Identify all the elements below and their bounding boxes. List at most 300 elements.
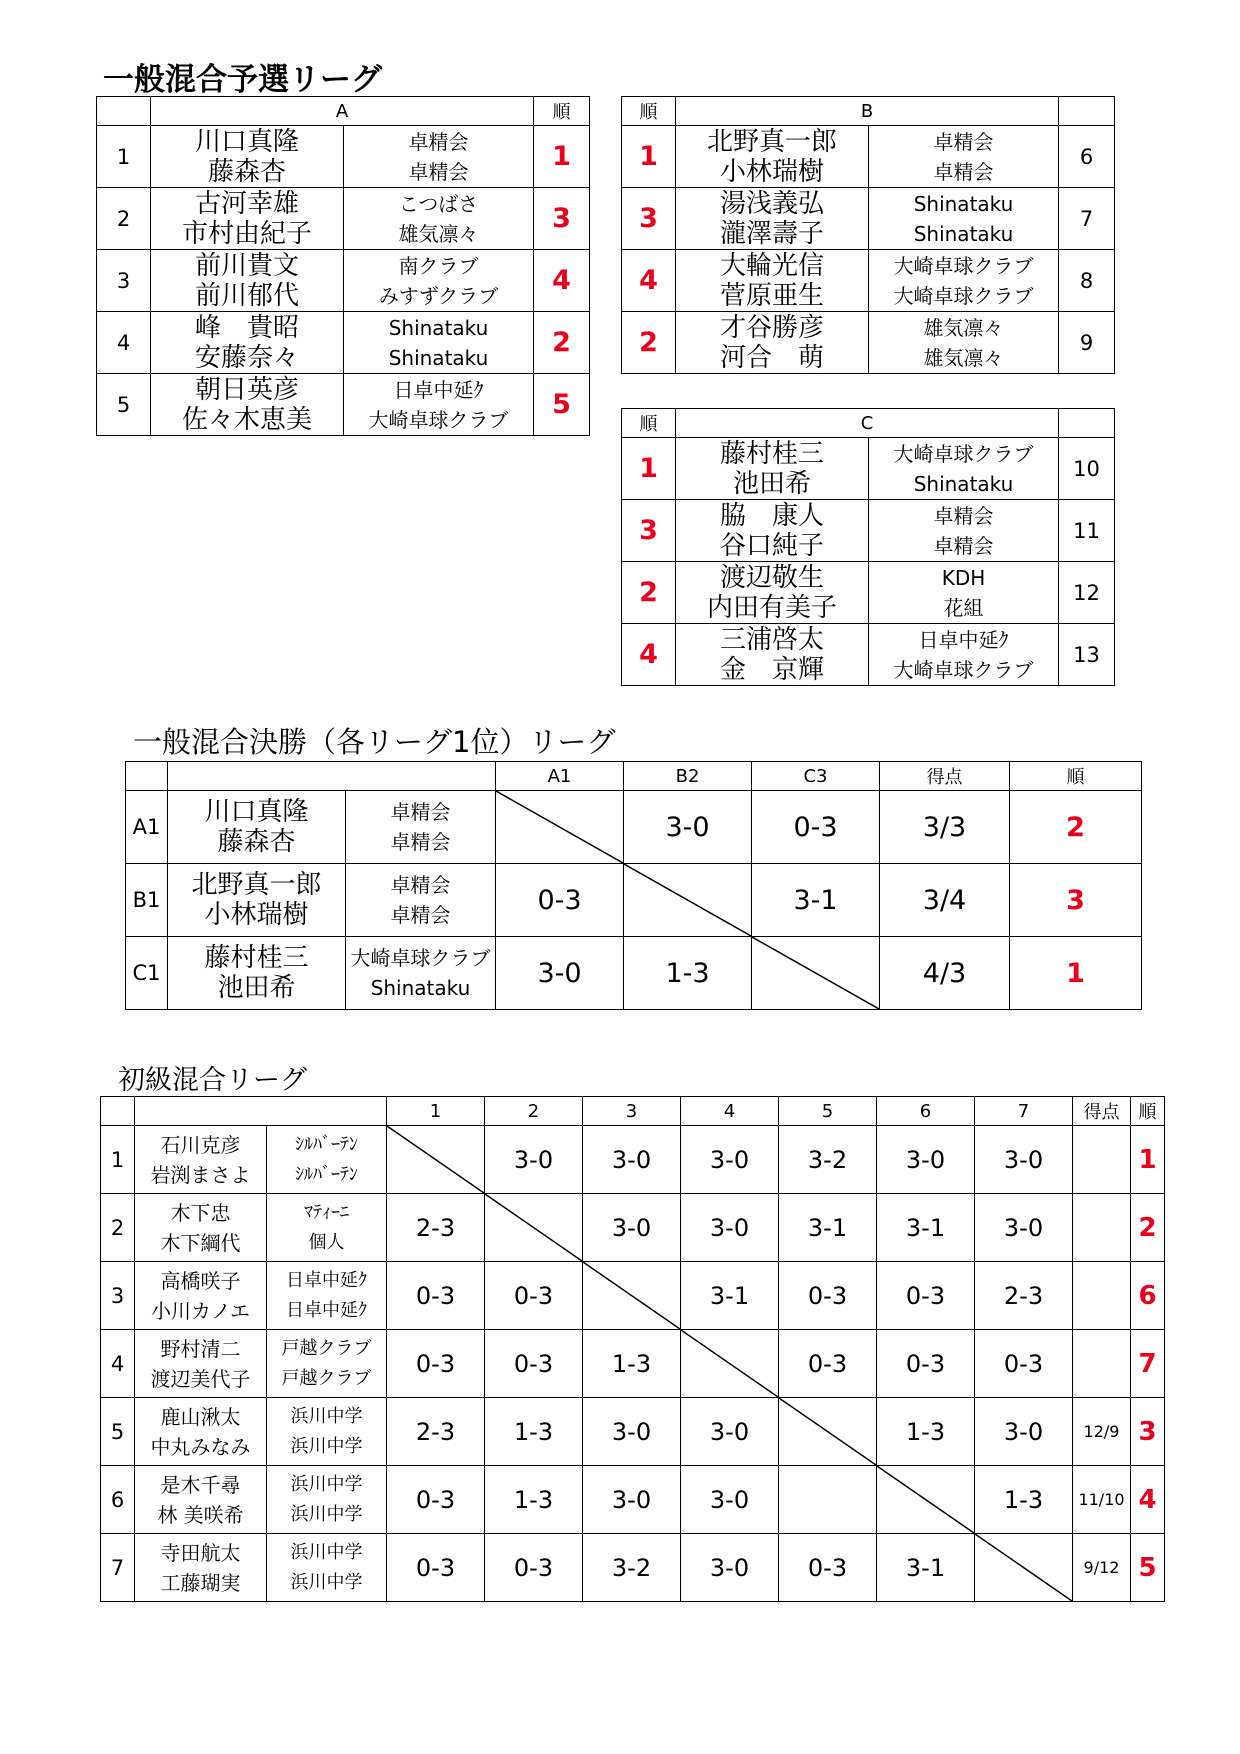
final-header-row [126, 762, 1142, 791]
player-names [676, 562, 869, 624]
league-a-table [96, 96, 590, 436]
match-score: 3-2 [583, 1534, 681, 1602]
diagonal-line [624, 864, 751, 936]
player-names-line1: 藤村桂三 [204, 943, 309, 973]
club-names-line2: 個人 [308, 1231, 345, 1253]
beginner-col-header: 得点 [1073, 1097, 1131, 1126]
player-names [151, 312, 344, 374]
match-score: 0-3 [779, 1534, 877, 1602]
match-score: 1-3 [877, 1398, 975, 1466]
player-names-line1: 才谷勝彦 [719, 312, 824, 343]
rank-value: 1 [1010, 937, 1142, 1010]
player-names-line2: 前川郁代 [194, 280, 299, 311]
seed-label: C1 [126, 937, 168, 1010]
player-names-line1: 脇 康人 [719, 500, 824, 531]
entry-number: 8 [1059, 250, 1115, 312]
player-names-line1: 藤村桂三 [719, 438, 824, 469]
player-names [676, 438, 869, 500]
entry-number: 9 [1059, 312, 1115, 374]
club-names-line1: こつばさ [398, 191, 479, 216]
final-col-header: B2 [624, 762, 752, 791]
entry-number: 5 [101, 1398, 135, 1466]
match-score: 0-3 [877, 1330, 975, 1398]
points-value: 4/3 [880, 937, 1010, 1010]
club-names-line2: 卓精会 [390, 903, 451, 927]
entry-number: 3 [101, 1262, 135, 1330]
club-names-line1: 日卓中延ｸ [393, 377, 484, 402]
rank-header: 順 [534, 97, 590, 126]
player-names-line2: 小林瑞樹 [719, 156, 824, 187]
club-names-line1: 日卓中延ｸ [918, 627, 1009, 652]
table-row [126, 937, 1142, 1010]
table-row [622, 250, 1115, 312]
player-names [676, 188, 869, 250]
table-row [622, 562, 1115, 624]
club-names [267, 1534, 387, 1602]
beginner-header-row [101, 1097, 1165, 1126]
player-names-line2: 池田希 [217, 973, 296, 1003]
table-row [101, 1534, 1165, 1602]
player-names-line1: 前川貴文 [194, 250, 299, 281]
diagonal-cell [752, 937, 880, 1010]
match-score: 0-3 [387, 1330, 485, 1398]
player-names-line1: 寺田航太 [160, 1540, 241, 1565]
points-value [1073, 1330, 1131, 1398]
club-names-line1: 大崎卓球クラブ [350, 946, 491, 970]
club-names-line1: 卓精会 [408, 129, 469, 154]
club-names-line1: 浜川中学 [290, 1473, 363, 1495]
rank-value: 1 [622, 438, 676, 500]
seed-label: A1 [126, 791, 168, 864]
league-c-header-row [622, 409, 1115, 438]
rank-value: 4 [1131, 1466, 1165, 1534]
club-names-line1: 卓精会 [390, 800, 451, 824]
club-names-line1: KDH [941, 565, 986, 590]
club-names-line2: 浜川中学 [290, 1435, 363, 1457]
club-names-line2: Shinataku [388, 345, 489, 370]
entry-number: 4 [101, 1330, 135, 1398]
match-score: 3-1 [877, 1194, 975, 1262]
beginner-col-header: 7 [975, 1097, 1073, 1126]
player-names [151, 374, 344, 436]
rank-value: 4 [622, 250, 676, 312]
match-score: 3-2 [779, 1126, 877, 1194]
club-names-line2: Shinataku [913, 221, 1014, 246]
player-names-line2: 藤森杏 [207, 156, 286, 187]
player-names-line2: 佐々木恵美 [181, 404, 312, 435]
club-names-line2: 大崎卓球クラブ [368, 407, 509, 432]
match-score: 0-3 [975, 1330, 1073, 1398]
match-score: 3-0 [681, 1466, 779, 1534]
rank-value: 2 [1131, 1194, 1165, 1262]
player-names-line2: 安藤奈々 [194, 342, 299, 373]
beginner-col-header: 5 [779, 1097, 877, 1126]
diagonal-cell [583, 1262, 681, 1330]
match-score: 1-3 [485, 1466, 583, 1534]
beginner-col-header: 順 [1131, 1097, 1165, 1126]
match-score: 3-0 [681, 1194, 779, 1262]
table-row [126, 791, 1142, 864]
club-names [344, 126, 534, 188]
final-col-header: A1 [496, 762, 624, 791]
rank-value: 3 [622, 500, 676, 562]
match-score: 0-3 [485, 1534, 583, 1602]
player-names-line1: 石川克彦 [160, 1132, 241, 1157]
club-names-line1: 大崎卓球クラブ [893, 441, 1034, 466]
points-value [1073, 1262, 1131, 1330]
diagonal-line [583, 1262, 680, 1329]
player-names-line2: 池田希 [732, 468, 811, 499]
table-row [101, 1126, 1165, 1194]
rank-value: 5 [1131, 1534, 1165, 1602]
points-value [1073, 1194, 1131, 1262]
match-score: 3-0 [583, 1194, 681, 1262]
match-score: 0-3 [485, 1262, 583, 1330]
table-row [622, 312, 1115, 374]
player-names-line2: 菅原亜生 [719, 280, 824, 311]
entry-number: 12 [1059, 562, 1115, 624]
club-names [344, 188, 534, 250]
club-names [267, 1466, 387, 1534]
table-row [622, 188, 1115, 250]
club-names-line2: Shinataku [913, 471, 1014, 496]
match-score: 3-0 [877, 1126, 975, 1194]
rank-value: 2 [622, 562, 676, 624]
club-names-line1: Shinataku [913, 191, 1014, 216]
rank-value: 7 [1131, 1330, 1165, 1398]
club-names-line2: 戸越クラブ [281, 1367, 372, 1389]
rank-value: 3 [1010, 864, 1142, 937]
club-names [869, 250, 1059, 312]
rank-value: 5 [534, 374, 590, 436]
league-b-header-row [622, 97, 1115, 126]
match-score: 3-0 [681, 1398, 779, 1466]
player-names-line1: 鹿山湫太 [160, 1404, 241, 1429]
diagonal-cell [877, 1466, 975, 1534]
diagonal-line [975, 1534, 1072, 1601]
club-names [869, 126, 1059, 188]
entry-number: 6 [101, 1466, 135, 1534]
club-names-line1: 卓精会 [933, 129, 994, 154]
entry-number: 4 [97, 312, 151, 374]
club-names [869, 188, 1059, 250]
player-names-line2: 市村由紀子 [181, 218, 312, 249]
entry-number: 5 [97, 374, 151, 436]
match-score: 3-0 [583, 1398, 681, 1466]
match-score: 3-0 [583, 1466, 681, 1534]
entry-number: 2 [101, 1194, 135, 1262]
club-names [869, 312, 1059, 374]
player-names-line1: 三浦啓太 [719, 624, 824, 655]
diagonal-cell [624, 864, 752, 937]
club-names-line1: 戸越クラブ [281, 1337, 372, 1359]
club-names [267, 1194, 387, 1262]
player-names-line1: 川口真隆 [204, 797, 309, 827]
rank-value: 2 [622, 312, 676, 374]
player-names [676, 312, 869, 374]
match-score: 0-3 [387, 1466, 485, 1534]
match-score: 3-0 [485, 1126, 583, 1194]
club-names-line2: 大崎卓球クラブ [893, 283, 1034, 308]
points-value: 11/10 [1073, 1466, 1131, 1534]
player-names-line1: 木下忠 [170, 1200, 231, 1225]
player-names [676, 126, 869, 188]
player-names [135, 1194, 267, 1262]
match-score: 1-3 [485, 1398, 583, 1466]
player-names-line2: 小林瑞樹 [204, 900, 309, 930]
club-names [344, 250, 534, 312]
player-names-line1: 高橋咲子 [160, 1268, 241, 1293]
table-row [97, 188, 590, 250]
points-value: 3/3 [880, 791, 1010, 864]
diagonal-cell [485, 1194, 583, 1262]
club-names-line1: Shinataku [388, 315, 489, 340]
beginner-col-header: 2 [485, 1097, 583, 1126]
club-names-line2: 浜川中学 [290, 1503, 363, 1525]
player-names [151, 250, 344, 312]
points-value: 3/4 [880, 864, 1010, 937]
entry-number: 2 [97, 188, 151, 250]
player-names-line1: 野村清二 [160, 1336, 241, 1361]
player-names-line1: 川口真隆 [194, 126, 299, 157]
points-value: 9/12 [1073, 1534, 1131, 1602]
diagonal-cell [779, 1398, 877, 1466]
match-score: 3-1 [681, 1262, 779, 1330]
match-score: 2-3 [975, 1262, 1073, 1330]
club-names-line1: 卓精会 [933, 503, 994, 528]
diagonal-cell [975, 1534, 1073, 1602]
club-names-line2: 卓精会 [933, 533, 994, 558]
rank-value: 1 [534, 126, 590, 188]
table-row [101, 1466, 1165, 1534]
player-names-line2: 木下綱代 [160, 1230, 241, 1255]
table-row [622, 624, 1115, 686]
diagonal-line [877, 1466, 974, 1533]
entry-number: 11 [1059, 500, 1115, 562]
club-names-line1: 南クラブ [398, 253, 479, 278]
player-names [151, 188, 344, 250]
rank-value: 2 [534, 312, 590, 374]
entry-number: 1 [101, 1126, 135, 1194]
player-names [135, 1466, 267, 1534]
beginner-col-header: 6 [877, 1097, 975, 1126]
beginner-col-header: 1 [387, 1097, 485, 1126]
rank-header: 順 [622, 409, 676, 438]
league-c-table [621, 408, 1115, 686]
rank-value: 1 [622, 126, 676, 188]
player-names-line1: 北野真一郎 [706, 126, 837, 157]
player-names-line2: 渡辺美代子 [150, 1366, 251, 1391]
player-names [151, 126, 344, 188]
club-names-line2: 花組 [943, 595, 984, 620]
final-col-header: C3 [752, 762, 880, 791]
club-names-line2: 卓精会 [408, 159, 469, 184]
match-score: 1-3 [624, 937, 752, 1010]
match-score: 0-3 [496, 864, 624, 937]
club-names [344, 312, 534, 374]
match-score: 3-0 [975, 1398, 1073, 1466]
rank-value: 4 [534, 250, 590, 312]
league-b-header: B [676, 97, 1059, 126]
match-score: 3-0 [496, 937, 624, 1010]
club-names [869, 624, 1059, 686]
player-names [135, 1398, 267, 1466]
match-score: 1-3 [583, 1330, 681, 1398]
match-score: 2-3 [387, 1194, 485, 1262]
club-names [869, 500, 1059, 562]
club-names-line1: 浜川中学 [290, 1541, 363, 1563]
player-names-line2: 藤森杏 [217, 827, 296, 857]
player-names-line1: 古河幸雄 [194, 188, 299, 219]
rank-value: 6 [1131, 1262, 1165, 1330]
match-score: 0-3 [877, 1262, 975, 1330]
club-names-line1: 卓精会 [390, 873, 451, 897]
player-names-line2: 小川カノエ [151, 1298, 250, 1323]
table-row [97, 126, 590, 188]
player-names-line2: 岩渕まさよ [150, 1162, 251, 1187]
table-row [622, 500, 1115, 562]
table-row [101, 1330, 1165, 1398]
rank-value: 3 [1131, 1398, 1165, 1466]
entry-number: 13 [1059, 624, 1115, 686]
club-names-line1: 浜川中学 [290, 1405, 363, 1427]
player-names [168, 937, 346, 1010]
match-score: 0-3 [387, 1262, 485, 1330]
player-names [135, 1262, 267, 1330]
diagonal-cell [496, 791, 624, 864]
entry-number: 1 [97, 126, 151, 188]
club-names-line2: 雄気凛々 [923, 345, 1004, 370]
rank-header: 順 [622, 97, 676, 126]
seed-label: B1 [126, 864, 168, 937]
diagonal-line [681, 1330, 778, 1397]
club-names-line2: 日卓中延ｸ [286, 1299, 367, 1321]
club-names [344, 374, 534, 436]
club-names [346, 937, 496, 1010]
player-names [168, 864, 346, 937]
final-col-header: 順 [1010, 762, 1142, 791]
player-names-line2: 工藤瑚実 [160, 1570, 241, 1595]
points-value [1073, 1126, 1131, 1194]
match-score: 3-1 [779, 1194, 877, 1262]
club-names [267, 1126, 387, 1194]
diagonal-line [387, 1126, 484, 1193]
rank-value: 3 [622, 188, 676, 250]
player-names-line1: 朝日英彦 [194, 374, 299, 405]
match-score: 3-0 [975, 1126, 1073, 1194]
rank-value: 4 [622, 624, 676, 686]
league-c-header: C [676, 409, 1059, 438]
player-names [135, 1534, 267, 1602]
match-score: 0-3 [779, 1262, 877, 1330]
player-names-line2: 瀧澤壽子 [719, 218, 824, 249]
club-names [346, 864, 496, 937]
player-names-line1: 是木千尋 [160, 1472, 241, 1497]
league-a-header: A [151, 97, 534, 126]
match-score: 0-3 [779, 1330, 877, 1398]
player-names-line1: 大輪光信 [719, 250, 824, 281]
club-names-line2: ｼﾙﾊﾞｰﾃﾝ [295, 1163, 358, 1185]
final-col-header: 得点 [880, 762, 1010, 791]
match-score: 3-0 [975, 1194, 1073, 1262]
player-names-line2: 金 京輝 [719, 654, 824, 685]
club-names-line1: 大崎卓球クラブ [893, 253, 1034, 278]
table-row [622, 126, 1115, 188]
player-names-line2: 林 美咲希 [157, 1502, 244, 1527]
match-score: 0-3 [752, 791, 880, 864]
entry-number: 3 [97, 250, 151, 312]
diagonal-line [779, 1398, 876, 1465]
player-names-line2: 谷口純子 [719, 530, 824, 561]
diagonal-cell [681, 1330, 779, 1398]
table-row [622, 438, 1115, 500]
player-names-line1: 湯浅義弘 [719, 188, 824, 219]
club-names-line2: Shinataku [370, 976, 471, 1000]
player-names-line1: 渡辺敬生 [719, 562, 824, 593]
entry-number: 7 [101, 1534, 135, 1602]
beginner-col-header: 3 [583, 1097, 681, 1126]
match-score: 1-3 [975, 1466, 1073, 1534]
club-names-line1: ｼﾙﾊﾞｰﾃﾝ [295, 1133, 358, 1155]
rank-value: 1 [1131, 1126, 1165, 1194]
diagonal-line [485, 1194, 582, 1261]
league-b-table [621, 96, 1115, 374]
player-names [676, 624, 869, 686]
club-names [267, 1398, 387, 1466]
points-value: 12/9 [1073, 1398, 1131, 1466]
club-names-line2: 卓精会 [933, 159, 994, 184]
club-names-line1: 日卓中延ｸ [286, 1269, 367, 1291]
match-score: 3-1 [877, 1534, 975, 1602]
league-a-header-row [97, 97, 590, 126]
beginner-col-header: 4 [681, 1097, 779, 1126]
entry-number: 10 [1059, 438, 1115, 500]
table-row [126, 864, 1142, 937]
club-names-line2: 浜川中学 [290, 1571, 363, 1593]
diagonal-line [752, 937, 879, 1009]
club-names [267, 1262, 387, 1330]
final-title: 一般混合決勝（各リーグ1位）リーグ [133, 725, 616, 759]
player-names [676, 500, 869, 562]
match-score: 3-0 [583, 1126, 681, 1194]
player-names-line1: 峰 貴昭 [194, 312, 299, 343]
match-score: 0-3 [485, 1330, 583, 1398]
diagonal-line [496, 791, 623, 863]
table-row [101, 1398, 1165, 1466]
player-names-line2: 内田有美子 [706, 592, 837, 623]
club-names-line1: ﾏﾃｨｰﾆ [304, 1201, 349, 1223]
table-row [97, 374, 590, 436]
club-names-line2: 雄気凛々 [398, 221, 479, 246]
table-row [97, 250, 590, 312]
player-names-line2: 中丸みなみ [150, 1434, 251, 1459]
rank-value: 2 [1010, 791, 1142, 864]
entry-number: 6 [1059, 126, 1115, 188]
prelim-title: 一般混合予選リーグ [103, 62, 382, 98]
club-names [869, 562, 1059, 624]
match-score: 2-3 [387, 1398, 485, 1466]
final-table [125, 761, 1142, 1010]
table-row [97, 312, 590, 374]
club-names [869, 438, 1059, 500]
club-names-line2: みすずクラブ [378, 283, 499, 308]
club-names-line2: 大崎卓球クラブ [893, 657, 1034, 682]
club-names-line2: 卓精会 [390, 830, 451, 854]
table-row [101, 1194, 1165, 1262]
match-score: 3-1 [752, 864, 880, 937]
player-names-line2: 河合 萌 [719, 342, 824, 373]
club-names [267, 1330, 387, 1398]
